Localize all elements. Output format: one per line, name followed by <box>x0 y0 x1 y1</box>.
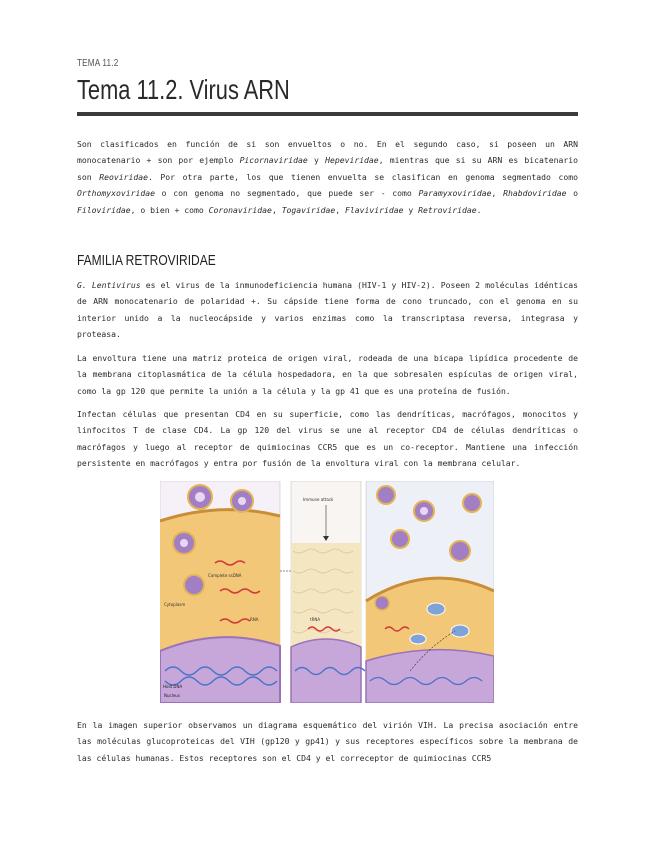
label-cytoplasm: Cytoplasm <box>164 602 186 607</box>
page-title: Tema 11.2. Virus ARN <box>77 74 290 105</box>
title-divider <box>77 112 578 116</box>
label-nucleus: Nucleus <box>164 693 180 698</box>
virion-particle <box>173 532 195 554</box>
hiv-lifecycle-figure <box>160 481 494 703</box>
virion-particle <box>184 575 204 595</box>
section-heading: FAMILIA RETROVIRIDAE <box>77 252 216 269</box>
virion-particle <box>391 530 409 548</box>
label-rna: RNA <box>250 617 259 622</box>
intro-paragraph: Son clasificados en función de si son envueltos o no. En el segundo caso, si poseen un ARN monocatenario + son por ejemplo Picornaviridae y Hepeviridae, mientras que si su ARN es bicatenario son Reoviridae. Por otra parte, los que tienen envuelta se clasifican en genoma segmentado como Orthomyxoviridae o con genoma no segmentado, que puede ser - como Paramyxoviridae, Rhabdoviridae o Filoviridae, o bien + como Coronaviridae, Togaviridae, Flaviviridae y Retroviridae. <box>77 139 579 215</box>
label-host-dna: Host DNA <box>163 684 183 689</box>
label-immune-attack: Immune attack <box>303 497 334 502</box>
virion-particle <box>414 501 434 521</box>
virion-particle <box>377 486 395 504</box>
figure-caption-paragraph: En la imagen superior observamos un diagrama esquemático del virión VIH. La precisa asociación entre las moléculas glucoproteicas del VIH (gp120 y gp41) y sus receptores específicos sobre la membrana de las células humanas. Estos receptores son el CD4 y el correceptor de quimiocinas CCR5 <box>77 720 578 763</box>
infection-paragraph: Infectan células que presentan CD4 en su superficie, como las dendríticas, macrófagos, monocitos y linfocitos T de clase CD4. La gp 120 del virus se une al receptor CD4 de células dendríticas o macrófagos y luego al receptor de quimiocinas CCR5 que es un co-receptor. Mantiene una infección persistente en macrófagos y entra por fusión de la envoltura viral con la membrana celular. <box>77 409 578 469</box>
genus-name: G. Lentivirus <box>77 280 141 290</box>
nucleus <box>366 650 494 703</box>
virion-particle <box>463 494 481 512</box>
virion-particle <box>188 485 212 509</box>
envelope-paragraph: La envoltura tiene una matriz proteica de origen viral, rodeada de una bicapa lipídica procedente de la membrana citoplasmática de la célula hospedadora, en la que sobresalen espículas de origen viral, como la gp 120 que permite la unión a la célula y la gp 41 que es una proteína de fusión. <box>77 353 578 396</box>
label-complete-ssdna: Complete ssDNA <box>208 573 242 578</box>
virion-particle <box>450 541 470 561</box>
topic-label: TEMA 11.2 <box>77 58 119 69</box>
label-trna: tRNA <box>310 617 321 622</box>
virion-particle <box>231 490 253 512</box>
lentivirus-paragraph: G. Lentivirus es el virus de la inmunodeficiencia humana (HIV-1 y HIV-2). Poseen 2 moléculas idénticas de ARN monocatenario de polaridad +. Su cápside tiene forma de cono truncado, con el genoma en su interior unido a la nucleocápside y varios enzimas como la transcriptasa reversa, integrasa y proteasa. <box>77 280 578 340</box>
